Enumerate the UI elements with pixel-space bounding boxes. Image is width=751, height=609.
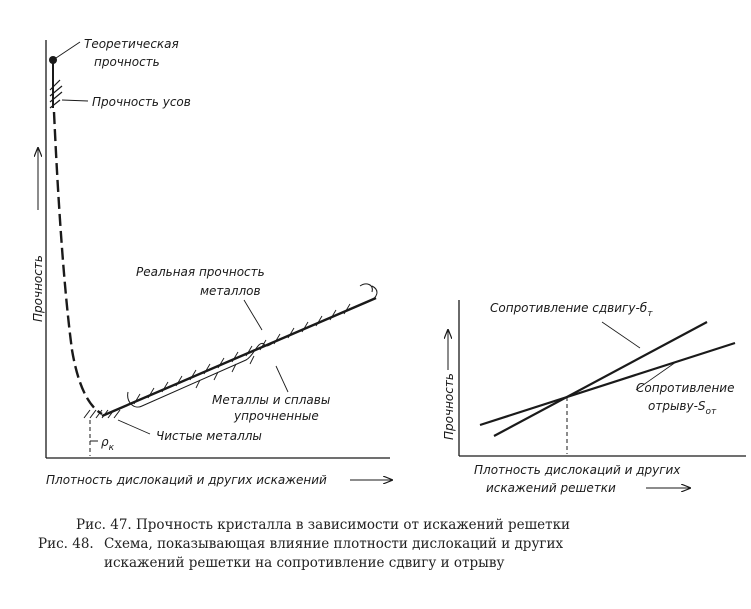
fig47-whiskers-hatch — [50, 80, 62, 108]
fig47-whiskers-leader — [62, 100, 88, 101]
caption-fig48-text-2: искажений решетки на сопротивление сдвигу и отрыву — [104, 555, 505, 571]
fig47-alloys-leader — [276, 366, 288, 392]
fig47-brace-upper — [360, 284, 372, 292]
fig48-sep-label-1: Сопротивление — [636, 381, 735, 395]
fig48-x-label-2: искажений решетки — [486, 481, 616, 495]
fig48-x-label-1: Плотность дислокаций и других — [474, 463, 681, 477]
fig47-theory-label-2: прочность — [94, 55, 160, 69]
fig47-x-label: Плотность дислокаций и других искажений — [46, 473, 327, 487]
fig48-y-label: Прочность — [442, 373, 456, 440]
fig48-shear-label: Сопротивление сдвигу-$б_т$ — [490, 301, 653, 319]
fig47-pure-label: Чистые металлы — [156, 429, 262, 443]
captions — [38, 516, 728, 573]
fig47-real-leader — [244, 300, 262, 330]
fig47-y-label: Прочность — [31, 255, 45, 322]
caption-fig47 — [38, 516, 728, 535]
fig47-whiskers-label: Прочность усов — [92, 95, 191, 109]
fig47-theory-label-1: Теоретическая — [84, 37, 179, 51]
caption-fig48 — [38, 535, 728, 573]
figure-48 — [442, 300, 746, 495]
fig48-shear-line — [494, 322, 707, 436]
fig47-pure-leader — [118, 420, 150, 434]
fig48-shear-leader — [602, 322, 640, 348]
fig47-alloys-label-2: упрочненные — [234, 409, 319, 423]
caption-fig47-number: Рис. 47. — [76, 517, 132, 533]
fig47-dashed-curve — [54, 112, 102, 414]
fig47-rho-label: $\rho_к$ — [101, 435, 115, 453]
fig47-theory-leader — [53, 42, 80, 60]
figure-47 — [31, 37, 392, 487]
fig47-real-label-1: Реальная прочность — [136, 265, 265, 279]
caption-fig48-text-1: Схема, показывающая влияние плотности дислокаций и других — [104, 536, 564, 552]
fig47-alloys-label-1: Металлы и сплавы — [212, 393, 331, 407]
fig47-real-label-2: металлов — [200, 284, 261, 298]
caption-fig47-text: Прочность кристалла в зависимости от искажений решетки — [136, 517, 571, 533]
caption-fig48-number: Рис. 48. — [38, 536, 94, 552]
fig48-sep-label-2: отрыву-$S_{от}$ — [648, 399, 717, 417]
